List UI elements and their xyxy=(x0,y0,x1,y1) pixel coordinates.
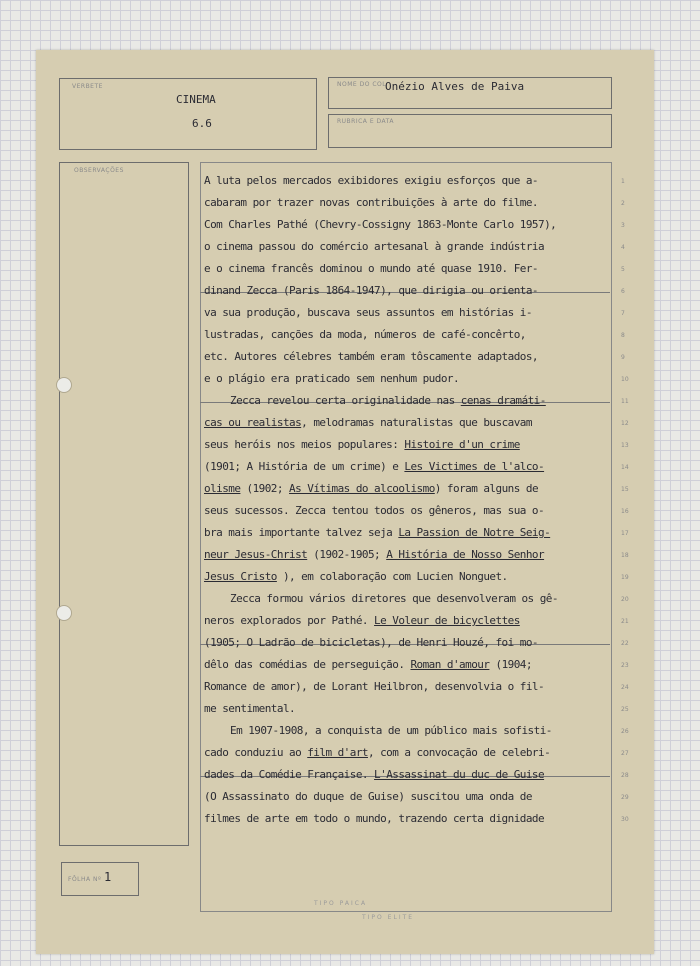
line-number: 2 xyxy=(621,200,625,207)
text-line xyxy=(204,698,295,720)
line-number: 6 xyxy=(621,288,625,295)
text-line xyxy=(204,412,532,434)
text-line xyxy=(204,170,538,192)
text-line xyxy=(204,280,538,302)
text-segment: ), em colaboração com Lucien Nonguet. xyxy=(276,570,508,583)
typewritten-form-sheet xyxy=(36,50,654,954)
underlined-title: cas ou realistas xyxy=(204,416,302,429)
line-number: 15 xyxy=(621,486,629,493)
text-segment: lustradas, canções da moda, números de café-concêrto, xyxy=(204,328,526,341)
text-line xyxy=(204,236,544,258)
author-label: NOME DO COL xyxy=(337,81,387,88)
text-segment: ) foram alguns de xyxy=(434,482,539,495)
text-line xyxy=(204,346,538,368)
text-segment: e o cinema francês dominou o mundo até quase 1910. Fer- xyxy=(204,262,538,275)
verbete-title: CINEMA xyxy=(176,93,216,106)
rubrica-label: RUBRICA E DATA xyxy=(337,118,394,125)
text-line xyxy=(230,390,546,412)
binder-hole-bottom xyxy=(56,605,72,621)
line-number: 8 xyxy=(621,332,625,339)
text-line xyxy=(204,610,520,632)
underlined-title: olisme xyxy=(204,482,241,495)
text-segment: dinand Zecca (Paris 1864-1947), que dirigia ou orienta- xyxy=(204,284,538,297)
text-line xyxy=(204,786,532,808)
text-line xyxy=(204,456,544,478)
text-segment: A luta pelos mercados exibidores exigiu esforços que a- xyxy=(204,174,538,187)
line-number: 12 xyxy=(621,420,629,427)
text-line xyxy=(204,192,538,214)
line-number: 23 xyxy=(621,662,629,669)
text-segment: neros explorados por Pathé. xyxy=(204,614,375,627)
observacoes-label: OBSERVAÇÕES xyxy=(74,167,124,174)
text-line xyxy=(204,434,520,456)
text-line xyxy=(204,478,538,500)
text-line xyxy=(204,764,544,786)
text-line xyxy=(204,544,544,566)
line-number: 9 xyxy=(621,354,625,361)
text-line xyxy=(230,588,558,610)
text-segment: me sentimental. xyxy=(204,702,296,715)
line-number: 25 xyxy=(621,706,629,713)
line-number: 17 xyxy=(621,530,629,537)
underlined-title: Histoire d'un crime xyxy=(404,438,520,451)
text-segment: cabaram por trazer novas contribuições à arte do filme. xyxy=(204,196,538,209)
line-number: 26 xyxy=(621,728,629,735)
text-segment: e o plágio era praticado sem nenhum pudor. xyxy=(204,372,460,385)
text-line xyxy=(204,742,550,764)
verbete-label: VERBETE xyxy=(72,83,103,90)
tipo-elite-label: TIPO ELITE xyxy=(362,914,415,921)
underlined-title: As Vítimas do alcoolismo xyxy=(289,482,435,495)
text-segment: dêlo das comédias de perseguição. xyxy=(204,658,411,671)
text-segment: dades da Comédie Française. xyxy=(204,768,375,781)
text-segment: o cinema passou do comércio artesanal à grande indústria xyxy=(204,240,545,253)
text-line xyxy=(204,676,544,698)
folha-label: FÔLHA Nº xyxy=(68,876,102,883)
text-segment: Romance de amor), de Lorant Heilbron, desenvolvia o fil- xyxy=(204,680,545,693)
line-number: 11 xyxy=(621,398,629,405)
line-number: 29 xyxy=(621,794,629,801)
line-number: 18 xyxy=(621,552,629,559)
underlined-title: neur Jesus-Christ xyxy=(204,548,308,561)
text-line xyxy=(204,324,526,346)
line-number: 13 xyxy=(621,442,629,449)
text-line xyxy=(204,258,538,280)
text-segment: seus heróis nos meios populares: xyxy=(204,438,405,451)
text-segment: Zecca formou vários diretores que desenvolveram os gê- xyxy=(230,592,558,605)
underlined-title: A História de Nosso Senhor xyxy=(386,548,545,561)
observacoes-box xyxy=(59,162,189,846)
text-segment: , com a convocação de celebri- xyxy=(367,746,551,759)
text-line xyxy=(204,368,459,390)
text-segment: (1902-1905; xyxy=(307,548,387,561)
text-segment: Em 1907-1908, a conquista de um público mais sofisti- xyxy=(230,724,552,737)
text-line xyxy=(204,214,556,236)
text-segment: etc. Autores célebres também eram tôscamente adaptados, xyxy=(204,350,538,363)
line-number: 27 xyxy=(621,750,629,757)
line-number: 20 xyxy=(621,596,629,603)
text-segment: va sua produção, buscava seus assuntos em histórias i- xyxy=(204,306,532,319)
line-number: 3 xyxy=(621,222,625,229)
text-segment: cado conduziu ao xyxy=(204,746,308,759)
text-line xyxy=(204,522,550,544)
text-line xyxy=(204,632,538,654)
folha-box xyxy=(61,862,139,896)
text-segment: Com Charles Pathé (Chevry-Cossigny 1863-Monte Carlo 1957), xyxy=(204,218,557,231)
line-number: 16 xyxy=(621,508,629,515)
rubrica-box xyxy=(328,114,612,148)
author-name: Onézio Alves de Paiva xyxy=(385,80,525,93)
line-number: 10 xyxy=(621,376,629,383)
underlined-title: Roman d'amour xyxy=(410,658,490,671)
line-number: 19 xyxy=(621,574,629,581)
tipo-paica-label: TIPO PAICA xyxy=(314,900,368,907)
text-line xyxy=(204,808,544,830)
line-number: 30 xyxy=(621,816,629,823)
text-segment: (1901; A História de um crime) e xyxy=(204,460,405,473)
underlined-title: cenas dramáti- xyxy=(460,394,546,407)
text-segment: (1905; O Ladrão de bicicletas), de Henri Houzé, foi mo- xyxy=(204,636,538,649)
text-line xyxy=(204,654,532,676)
text-segment: (O Assassinato do duque de Guise) suscitou uma onda de xyxy=(204,790,532,803)
underlined-title: La Passion de Notre Seig- xyxy=(398,526,551,539)
line-number: 14 xyxy=(621,464,629,471)
text-segment: Zecca revelou certa originalidade nas xyxy=(230,394,461,407)
text-segment: filmes de arte em todo o mundo, trazendo certa dignidade xyxy=(204,812,545,825)
underlined-title: Jesus Cristo xyxy=(204,570,277,583)
folha-number: 1 xyxy=(104,870,112,884)
verbete-number: 6.6 xyxy=(192,117,212,130)
line-number: 28 xyxy=(621,772,629,779)
line-number: 5 xyxy=(621,266,625,273)
verbete-box xyxy=(59,78,317,150)
text-segment: , melodramas naturalistas que buscavam xyxy=(301,416,532,429)
text-line xyxy=(204,566,508,588)
underlined-title: L'Assassinat du duc de Guise xyxy=(374,768,545,781)
text-segment: seus sucessos. Zecca tentou todos os gêneros, mas sua o- xyxy=(204,504,545,517)
author-box xyxy=(328,77,612,109)
text-line xyxy=(204,302,532,324)
line-number: 22 xyxy=(621,640,629,647)
text-line xyxy=(230,720,552,742)
line-number: 21 xyxy=(621,618,629,625)
line-number: 1 xyxy=(621,178,625,185)
underlined-title: Les Victimes de l'alco- xyxy=(404,460,545,473)
text-segment: bra mais importante talvez seja xyxy=(204,526,399,539)
line-number: 7 xyxy=(621,310,625,317)
binder-hole-top xyxy=(56,377,72,393)
line-number: 24 xyxy=(621,684,629,691)
text-segment: (1904; xyxy=(489,658,532,671)
text-line xyxy=(204,500,544,522)
underlined-title: Le Voleur de bicyclettes xyxy=(374,614,520,627)
text-segment: (1902; xyxy=(240,482,290,495)
underlined-title: film d'art xyxy=(307,746,368,759)
line-number: 4 xyxy=(621,244,625,251)
